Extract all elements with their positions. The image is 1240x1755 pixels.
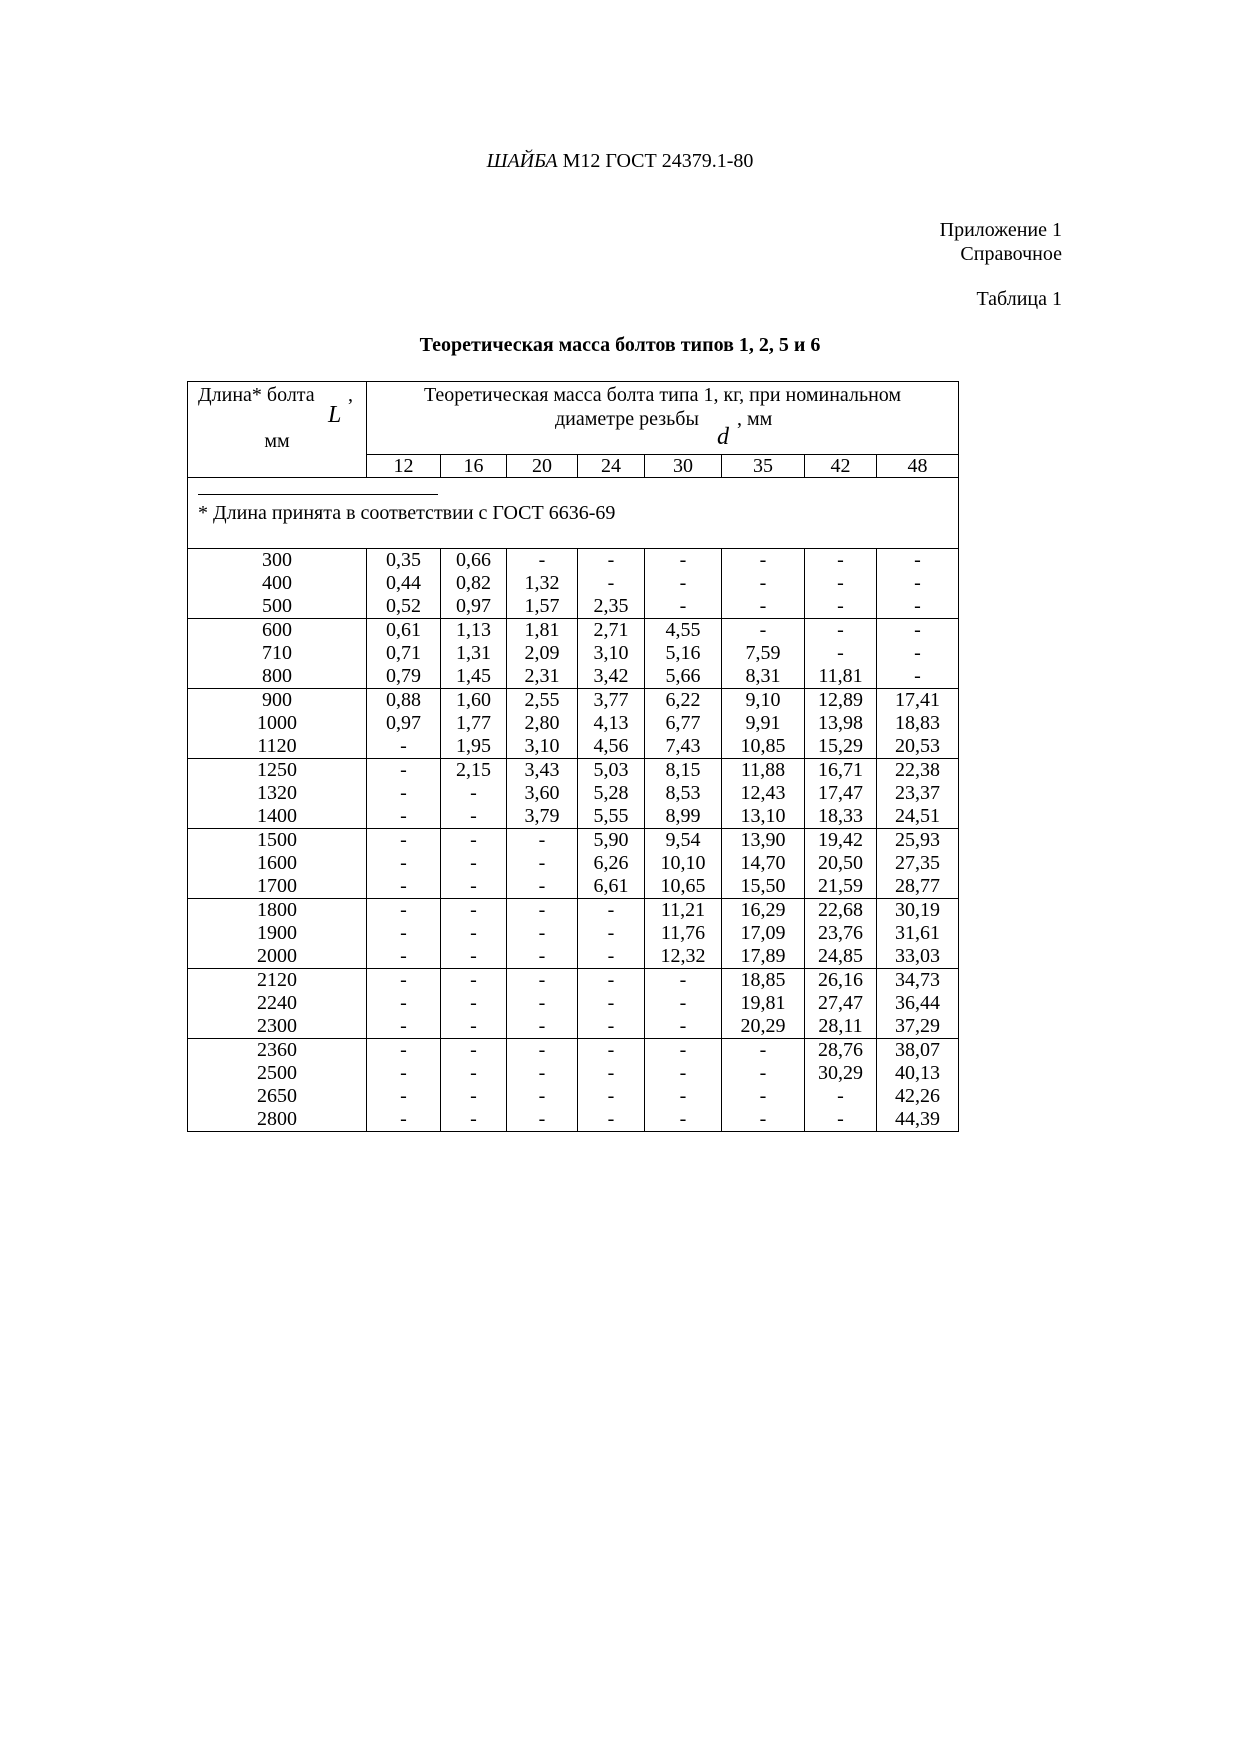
table-row: [188, 712, 959, 735]
mass-cell: -: [805, 549, 877, 573]
mass-cell: -: [645, 1108, 722, 1132]
mass-cell: -: [722, 1108, 805, 1132]
diameter-symbol: d: [717, 424, 729, 450]
table-row: [188, 665, 959, 689]
mass-cell: 30,29: [805, 1062, 877, 1085]
mass-cell: -: [441, 992, 507, 1015]
mass-cell: 11,76: [645, 922, 722, 945]
length-symbol: L: [328, 402, 342, 428]
mass-cell: -: [877, 665, 959, 689]
mass-cell: 22,68: [805, 899, 877, 923]
document-title: [0, 150, 1240, 173]
mass-cell: -: [578, 1062, 645, 1085]
mass-cell: 11,88: [722, 759, 805, 783]
mass-cell: -: [367, 1108, 441, 1132]
length-cell: 1320: [188, 782, 367, 805]
length-unit: мм: [264, 430, 290, 452]
mass-cell: 19,81: [722, 992, 805, 1015]
mass-cell: 6,26: [578, 852, 645, 875]
mass-cell: 28,77: [877, 875, 959, 899]
mass-cell: -: [367, 735, 441, 759]
mass-cell: -: [367, 992, 441, 1015]
mass-cell: 0,88: [367, 689, 441, 713]
table-row: [188, 1085, 959, 1108]
mass-cell: 18,33: [805, 805, 877, 829]
mass-cell: -: [441, 945, 507, 969]
mass-cell: -: [877, 549, 959, 573]
mass-cell: 13,90: [722, 829, 805, 853]
mass-cell: -: [722, 1085, 805, 1108]
mass-cell: 8,53: [645, 782, 722, 805]
mass-cell: 33,03: [877, 945, 959, 969]
table-caption: Теоретическая масса болтов типов 1, 2, 5 и 6: [419, 334, 821, 356]
mass-cell: -: [507, 992, 578, 1015]
mass-cell: -: [507, 945, 578, 969]
mass-cell: -: [507, 852, 578, 875]
table-row: [188, 969, 959, 993]
mass-cell: -: [507, 899, 578, 923]
mass-cell: 13,10: [722, 805, 805, 829]
length-cell: 2650: [188, 1085, 367, 1108]
table-row: [188, 759, 959, 783]
length-cell: 300: [188, 549, 367, 573]
mass-cell: -: [441, 875, 507, 899]
mass-cell: -: [877, 572, 959, 595]
mass-cell: 1,95: [441, 735, 507, 759]
mass-cell: -: [805, 595, 877, 619]
mass-cell: 42,26: [877, 1085, 959, 1108]
mass-cell: -: [441, 1085, 507, 1108]
mass-cell: -: [367, 1039, 441, 1063]
diameter-unit: , мм: [737, 408, 773, 430]
table-row: [188, 1108, 959, 1132]
length-cell: 1700: [188, 875, 367, 899]
title-rest: М12 ГОСТ 24379.1-80: [557, 150, 754, 172]
mass-cell: 5,03: [578, 759, 645, 783]
mass-cell: 6,61: [578, 875, 645, 899]
mass-cell: 2,31: [507, 665, 578, 689]
mass-cell: 11,81: [805, 665, 877, 689]
mass-cell: -: [645, 1039, 722, 1063]
mass-cell: 7,43: [645, 735, 722, 759]
table-row: [188, 992, 959, 1015]
mass-cell: -: [507, 1015, 578, 1039]
mass-cell: 3,43: [507, 759, 578, 783]
mass-cell: -: [578, 1085, 645, 1108]
mass-cell: -: [367, 1015, 441, 1039]
diameter-header-12: 12: [367, 455, 441, 478]
length-cell: 2800: [188, 1108, 367, 1132]
mass-cell: 2,35: [578, 595, 645, 619]
mass-cell: -: [441, 1062, 507, 1085]
table-row: [188, 572, 959, 595]
diameter-header-16: 16: [441, 455, 507, 478]
mass-cell: 1,77: [441, 712, 507, 735]
mass-cell: -: [578, 1039, 645, 1063]
mass-cell: 9,10: [722, 689, 805, 713]
mass-cell: -: [722, 572, 805, 595]
footnote-cell: [188, 478, 959, 549]
table-row: [188, 945, 959, 969]
length-cell: 1250: [188, 759, 367, 783]
mass-cell: 1,13: [441, 619, 507, 643]
title-italic-part: ШАЙБА: [486, 150, 558, 172]
mass-cell: -: [507, 969, 578, 993]
table-row: [188, 689, 959, 713]
mass-cell: 28,11: [805, 1015, 877, 1039]
mass-cell: 1,57: [507, 595, 578, 619]
mass-cell: -: [805, 619, 877, 643]
mass-cell: 5,90: [578, 829, 645, 853]
diameter-header-24: 24: [578, 455, 645, 478]
mass-cell: -: [441, 969, 507, 993]
mass-cell: -: [441, 805, 507, 829]
mass-cell: 44,39: [877, 1108, 959, 1132]
mass-cell: 38,07: [877, 1039, 959, 1063]
mass-cell: 1,31: [441, 642, 507, 665]
mass-cell: 9,54: [645, 829, 722, 853]
mass-cell: -: [805, 1085, 877, 1108]
appendix-label: [940, 218, 1062, 266]
mass-cell: -: [645, 549, 722, 573]
mass-cell: 23,37: [877, 782, 959, 805]
table-row: [188, 1039, 959, 1063]
mass-cell: 8,31: [722, 665, 805, 689]
length-cell: 800: [188, 665, 367, 689]
mass-cell: 24,85: [805, 945, 877, 969]
mass-cell: -: [877, 642, 959, 665]
mass-cell: 20,29: [722, 1015, 805, 1039]
mass-cell: 0,61: [367, 619, 441, 643]
table-row: [188, 922, 959, 945]
mass-cell: -: [441, 1108, 507, 1132]
mass-cell: -: [367, 1085, 441, 1108]
length-cell: 2240: [188, 992, 367, 1015]
table-row: [188, 619, 959, 643]
length-header-cell: [188, 382, 367, 478]
mass-cell: 27,47: [805, 992, 877, 1015]
mass-cell: -: [507, 922, 578, 945]
length-cell: 710: [188, 642, 367, 665]
mass-cell: 4,56: [578, 735, 645, 759]
mass-cell: -: [805, 642, 877, 665]
length-cell: 2360: [188, 1039, 367, 1063]
mass-header-line-2: диаметре резьбы: [555, 408, 699, 430]
mass-cell: -: [578, 945, 645, 969]
mass-cell: 0,44: [367, 572, 441, 595]
mass-cell: -: [645, 1062, 722, 1085]
footnote-text: * Длина принята в соответствии с ГОСТ 6636-69: [198, 502, 616, 524]
mass-cell: -: [367, 829, 441, 853]
mass-cell: 28,76: [805, 1039, 877, 1063]
length-cell: 1900: [188, 922, 367, 945]
mass-cell: 8,99: [645, 805, 722, 829]
length-cell: 2300: [188, 1015, 367, 1039]
mass-cell: 16,29: [722, 899, 805, 923]
mass-cell: -: [367, 805, 441, 829]
mass-cell: -: [441, 1039, 507, 1063]
mass-cell: 11,21: [645, 899, 722, 923]
table-row: [188, 875, 959, 899]
length-header-label: Длина* болта: [198, 384, 315, 406]
bolt-mass-table: [187, 381, 959, 1132]
length-cell: 400: [188, 572, 367, 595]
mass-cell: -: [645, 1015, 722, 1039]
mass-header-line-1: Теоретическая масса болта типа 1, кг, при номинальном: [423, 384, 902, 406]
mass-cell: 7,59: [722, 642, 805, 665]
mass-cell: -: [507, 1039, 578, 1063]
mass-cell: -: [507, 1108, 578, 1132]
mass-cell: 17,47: [805, 782, 877, 805]
mass-cell: -: [578, 1015, 645, 1039]
mass-cell: -: [367, 899, 441, 923]
mass-cell: -: [722, 549, 805, 573]
mass-cell: 10,10: [645, 852, 722, 875]
mass-cell: 2,09: [507, 642, 578, 665]
diameter-header-35: 35: [722, 455, 805, 478]
mass-cell: -: [805, 1108, 877, 1132]
mass-cell: 5,16: [645, 642, 722, 665]
mass-cell: 17,09: [722, 922, 805, 945]
mass-cell: -: [507, 1085, 578, 1108]
mass-cell: -: [722, 1062, 805, 1085]
mass-cell: 1,81: [507, 619, 578, 643]
diameter-header-42: 42: [805, 455, 877, 478]
mass-cell: 15,29: [805, 735, 877, 759]
mass-cell: 20,50: [805, 852, 877, 875]
mass-cell: 36,44: [877, 992, 959, 1015]
mass-cell: -: [645, 572, 722, 595]
mass-cell: 26,16: [805, 969, 877, 993]
mass-cell: 3,10: [507, 735, 578, 759]
length-header-comma: ,: [348, 384, 353, 406]
mass-cell: 21,59: [805, 875, 877, 899]
mass-cell: 6,77: [645, 712, 722, 735]
mass-cell: -: [877, 619, 959, 643]
mass-cell: -: [441, 852, 507, 875]
length-cell: 1120: [188, 735, 367, 759]
mass-cell: 24,51: [877, 805, 959, 829]
mass-cell: 5,66: [645, 665, 722, 689]
mass-cell: -: [367, 1062, 441, 1085]
mass-cell: 31,61: [877, 922, 959, 945]
mass-cell: -: [441, 1015, 507, 1039]
mass-cell: 30,19: [877, 899, 959, 923]
mass-cell: 15,50: [722, 875, 805, 899]
mass-cell: 10,85: [722, 735, 805, 759]
mass-cell: 5,55: [578, 805, 645, 829]
length-cell: 1000: [188, 712, 367, 735]
mass-cell: 27,35: [877, 852, 959, 875]
mass-cell: -: [507, 829, 578, 853]
table-row: [188, 899, 959, 923]
mass-cell: 12,89: [805, 689, 877, 713]
mass-cell: 4,55: [645, 619, 722, 643]
length-cell: 2500: [188, 1062, 367, 1085]
mass-cell: -: [722, 595, 805, 619]
mass-cell: -: [441, 829, 507, 853]
mass-cell: 34,73: [877, 969, 959, 993]
table-number: Таблица 1: [976, 288, 1062, 310]
length-cell: 1800: [188, 899, 367, 923]
mass-cell: 0,52: [367, 595, 441, 619]
mass-cell: -: [722, 619, 805, 643]
mass-cell: 1,45: [441, 665, 507, 689]
table-row: [188, 642, 959, 665]
table-row: [188, 852, 959, 875]
mass-cell: -: [578, 572, 645, 595]
diameter-header-20: 20: [507, 455, 578, 478]
diameter-header-48: 48: [877, 455, 959, 478]
mass-cell: 12,43: [722, 782, 805, 805]
table-row: [188, 805, 959, 829]
mass-cell: -: [367, 922, 441, 945]
mass-cell: 18,83: [877, 712, 959, 735]
mass-cell: 0,82: [441, 572, 507, 595]
mass-cell: -: [367, 875, 441, 899]
mass-cell: -: [367, 969, 441, 993]
table-row: [188, 549, 959, 573]
mass-cell: 9,91: [722, 712, 805, 735]
mass-cell: 14,70: [722, 852, 805, 875]
table-row: [188, 735, 959, 759]
mass-cell: -: [367, 759, 441, 783]
mass-cell: -: [645, 595, 722, 619]
mass-cell: 2,71: [578, 619, 645, 643]
table-row: [188, 829, 959, 853]
mass-cell: -: [805, 572, 877, 595]
length-cell: 500: [188, 595, 367, 619]
mass-cell: 40,13: [877, 1062, 959, 1085]
table-row: [188, 782, 959, 805]
mass-cell: 17,41: [877, 689, 959, 713]
mass-cell: -: [578, 992, 645, 1015]
mass-cell: -: [645, 992, 722, 1015]
footnote-rule: [198, 494, 438, 495]
diameter-header-30: 30: [645, 455, 722, 478]
mass-cell: -: [441, 922, 507, 945]
table-row: [188, 595, 959, 619]
mass-cell: -: [507, 1062, 578, 1085]
mass-cell: 17,89: [722, 945, 805, 969]
mass-cell: 10,65: [645, 875, 722, 899]
table-row: [188, 1015, 959, 1039]
length-cell: 2120: [188, 969, 367, 993]
mass-header-cell: [367, 382, 959, 455]
mass-cell: 0,97: [367, 712, 441, 735]
appendix-line-2: Справочное: [960, 243, 1062, 265]
mass-cell: 0,66: [441, 549, 507, 573]
mass-cell: -: [441, 899, 507, 923]
mass-cell: 2,55: [507, 689, 578, 713]
mass-cell: 3,79: [507, 805, 578, 829]
mass-cell: -: [645, 969, 722, 993]
mass-cell: 3,10: [578, 642, 645, 665]
mass-cell: 22,38: [877, 759, 959, 783]
mass-cell: 16,71: [805, 759, 877, 783]
mass-cell: 0,71: [367, 642, 441, 665]
mass-cell: -: [578, 549, 645, 573]
mass-cell: -: [578, 969, 645, 993]
mass-cell: 3,60: [507, 782, 578, 805]
mass-cell: 2,80: [507, 712, 578, 735]
mass-cell: -: [722, 1039, 805, 1063]
mass-cell: 0,79: [367, 665, 441, 689]
mass-cell: 12,32: [645, 945, 722, 969]
mass-cell: 19,42: [805, 829, 877, 853]
mass-cell: -: [367, 782, 441, 805]
length-cell: 1400: [188, 805, 367, 829]
mass-cell: 1,60: [441, 689, 507, 713]
length-cell: 1500: [188, 829, 367, 853]
mass-cell: -: [507, 875, 578, 899]
mass-cell: -: [441, 782, 507, 805]
mass-cell: 25,93: [877, 829, 959, 853]
mass-cell: -: [877, 595, 959, 619]
mass-cell: -: [367, 945, 441, 969]
mass-cell: -: [367, 852, 441, 875]
mass-cell: 6,22: [645, 689, 722, 713]
mass-cell: 1,32: [507, 572, 578, 595]
table-row: [188, 1062, 959, 1085]
mass-cell: -: [645, 1085, 722, 1108]
mass-cell: -: [578, 899, 645, 923]
mass-cell: 37,29: [877, 1015, 959, 1039]
mass-cell: 3,77: [578, 689, 645, 713]
mass-cell: -: [507, 549, 578, 573]
mass-cell: 8,15: [645, 759, 722, 783]
mass-cell: 18,85: [722, 969, 805, 993]
mass-cell: 4,13: [578, 712, 645, 735]
appendix-line-1: Приложение 1: [939, 219, 1062, 241]
mass-cell: -: [578, 922, 645, 945]
mass-cell: 0,97: [441, 595, 507, 619]
mass-cell: 2,15: [441, 759, 507, 783]
mass-cell: 3,42: [578, 665, 645, 689]
length-cell: 1600: [188, 852, 367, 875]
length-cell: 600: [188, 619, 367, 643]
mass-cell: 23,76: [805, 922, 877, 945]
length-cell: 900: [188, 689, 367, 713]
mass-cell: -: [578, 1108, 645, 1132]
mass-cell: 13,98: [805, 712, 877, 735]
mass-cell: 0,35: [367, 549, 441, 573]
length-cell: 2000: [188, 945, 367, 969]
mass-cell: 5,28: [578, 782, 645, 805]
mass-cell: 20,53: [877, 735, 959, 759]
